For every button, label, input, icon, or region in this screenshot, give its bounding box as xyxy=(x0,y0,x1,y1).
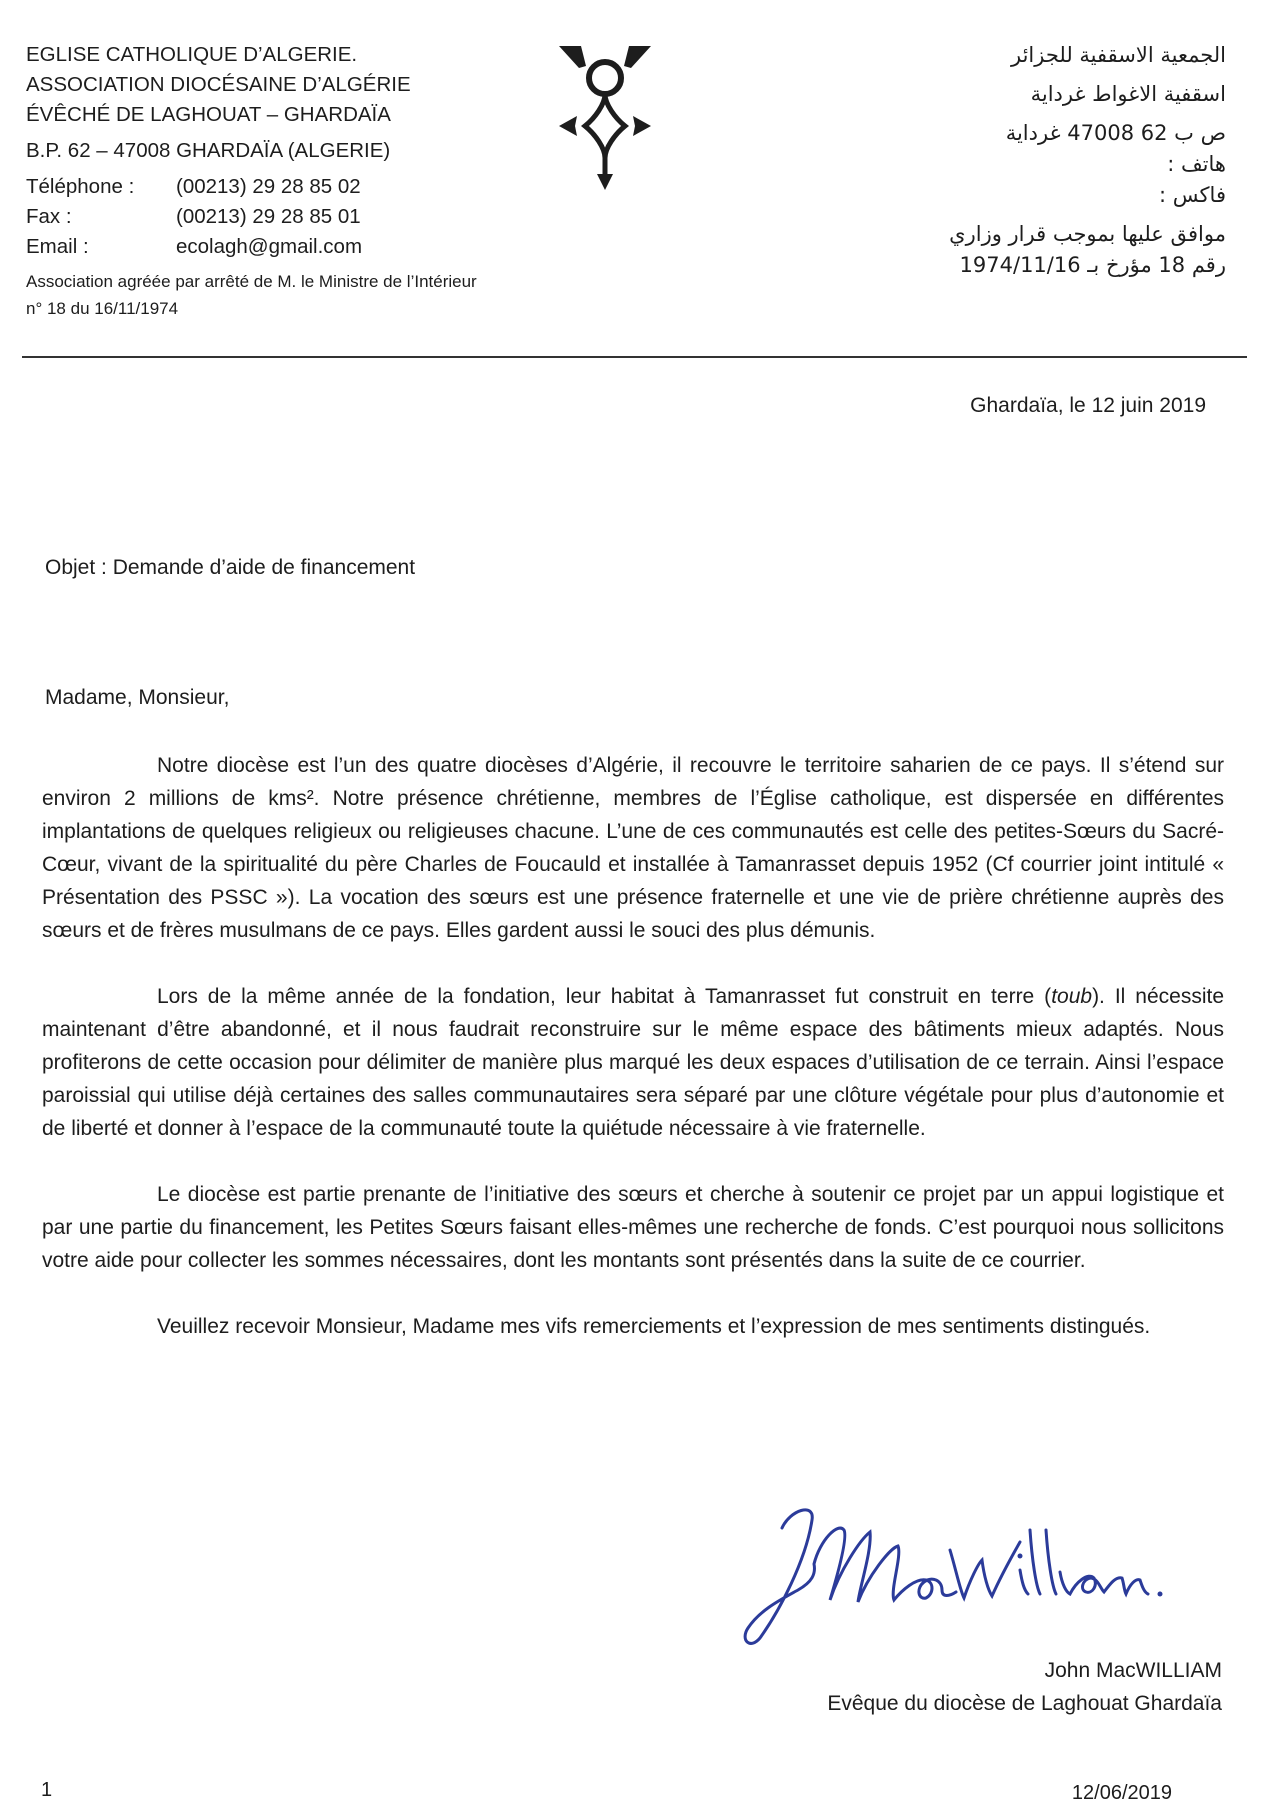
signer-block xyxy=(827,1654,1222,1720)
page-number: 1 xyxy=(41,1779,53,1801)
phone-row xyxy=(26,172,477,202)
letter-body xyxy=(42,749,1224,1343)
letterhead-left xyxy=(26,40,477,322)
phone-label: Téléphone : xyxy=(26,175,135,198)
paragraph-2 xyxy=(42,980,1224,1145)
approval-number: n° 18 du 16/11/1974 xyxy=(26,299,179,318)
fax-label: Fax : xyxy=(26,205,72,228)
arabic-phone-label: هاتف : xyxy=(1167,152,1226,176)
paragraph-3: Le diocèse est partie prenante de l’initiative des sœurs et cherche à soutenir ce projet par un appui logistique et par une partie du financement, les Petites Sœurs faisant elles-mêmes une recherche de fonds. C’est pourquoi nous sollicitons votre aide pour collecter les sommes nécessaires, dont les montants sont présentés dans la suite de ce courrier. xyxy=(42,1183,1224,1272)
approval-line: Association agréée par arrêté de M. le Ministre de l’Intérieur xyxy=(26,272,477,291)
arabic-diocese-name: اسقفية الاغواط غرداية xyxy=(1030,82,1226,106)
letter-subject: Objet : Demande d’aide de financement xyxy=(45,556,416,579)
diocese-name: ÉVÊCHÉ DE LAGHOUAT – GHARDAÏA xyxy=(26,103,391,126)
email-row xyxy=(26,232,477,262)
fax-row xyxy=(26,202,477,232)
arabic-approval-line: موافق عليها بموجب قرار وزاري xyxy=(949,222,1226,246)
signer-title: Evêque du diocèse de Laghouat Ghardaïa xyxy=(827,1692,1222,1715)
letter-date: Ghardaïa, le 12 juin 2019 xyxy=(970,394,1206,417)
header-divider xyxy=(22,356,1247,358)
postal-address: B.P. 62 – 47008 GHARDAÏA (ALGERIE) xyxy=(26,139,391,162)
diocese-emblem-icon xyxy=(555,40,655,195)
paragraph-2-italic: toub xyxy=(1051,985,1093,1008)
church-name: EGLISE CATHOLIQUE D’ALGERIE. xyxy=(26,43,358,66)
signer-name: John MacWILLIAM xyxy=(1044,1659,1222,1682)
phone-value: (00213) 29 28 85 02 xyxy=(176,175,361,198)
handwritten-signature xyxy=(720,1490,1190,1650)
arabic-fax-label: فاكس : xyxy=(1159,183,1226,207)
paragraph-4: Veuillez recevoir Monsieur, Madame mes vifs remerciements et l’expression de mes sentiments distingués. xyxy=(157,1315,1151,1338)
arabic-association-name: الجمعية الاسقفية للجزائر xyxy=(1010,43,1226,67)
association-name: ASSOCIATION DIOCÉSAINE D’ALGÉRIE xyxy=(26,73,411,96)
arabic-postal-address: ص ب 62 47008 غرداية xyxy=(1005,121,1226,145)
paragraph-2-start: Lors de la même année de la fondation, leur habitat à Tamanrasset fut construit en terre ( xyxy=(157,985,1052,1008)
arabic-approval-number: رقم 18 مؤرخ بـ 1974/11/16 xyxy=(959,253,1226,277)
paragraph-1: Notre diocèse est l’un des quatre diocèses d’Algérie, il recouvre le territoire saharien de ce pays. Il s’étend sur environ 2 millions de kms². Notre présence chrétienne, membres de l’Église catholique, est dispersée en différentes implantations de quelques religieux ou religieuses chacune. L’une de ces communautés est celle des petites-Sœurs du Sacré-Cœur, vivant de la spiritualité du père Charles de Foucauld et installée à Tamanrasset depuis 1952 (Cf courrier joint intitulé « Présentation des PSSC »). La vocation des sœurs est une présence fraternelle et une vie de prière chrétienne auprès des sœurs et de frères musulmans de ce pays. Elles gardent aussi le souci des plus démunis. xyxy=(42,754,1224,942)
letterhead-right xyxy=(949,40,1226,281)
email-value: ecolagh@gmail.com xyxy=(176,235,363,258)
salutation: Madame, Monsieur, xyxy=(45,686,230,709)
fax-value: (00213) 29 28 85 01 xyxy=(176,205,361,228)
email-label: Email : xyxy=(26,235,89,258)
paragraph-2-end: ). Il nécessite maintenant d’être abandonné, et il nous faudrait reconstruire sur le même espace des bâtiments mieux adaptés. Nous profiterons de cette occasion pour délimiter de manière plus marqué les deux espaces d’utilisation de ce terrain. Ainsi l’espace paroissial qui utilise déjà certaines des salles communautaires sera séparé par une clôture végétale pour plus d’autonomie et de liberté et donner à l’espace de la communauté toute la quiétude nécessaire à vie fraternelle. xyxy=(42,985,1224,1140)
footer-date: 12/06/2019 xyxy=(1071,1782,1172,1804)
